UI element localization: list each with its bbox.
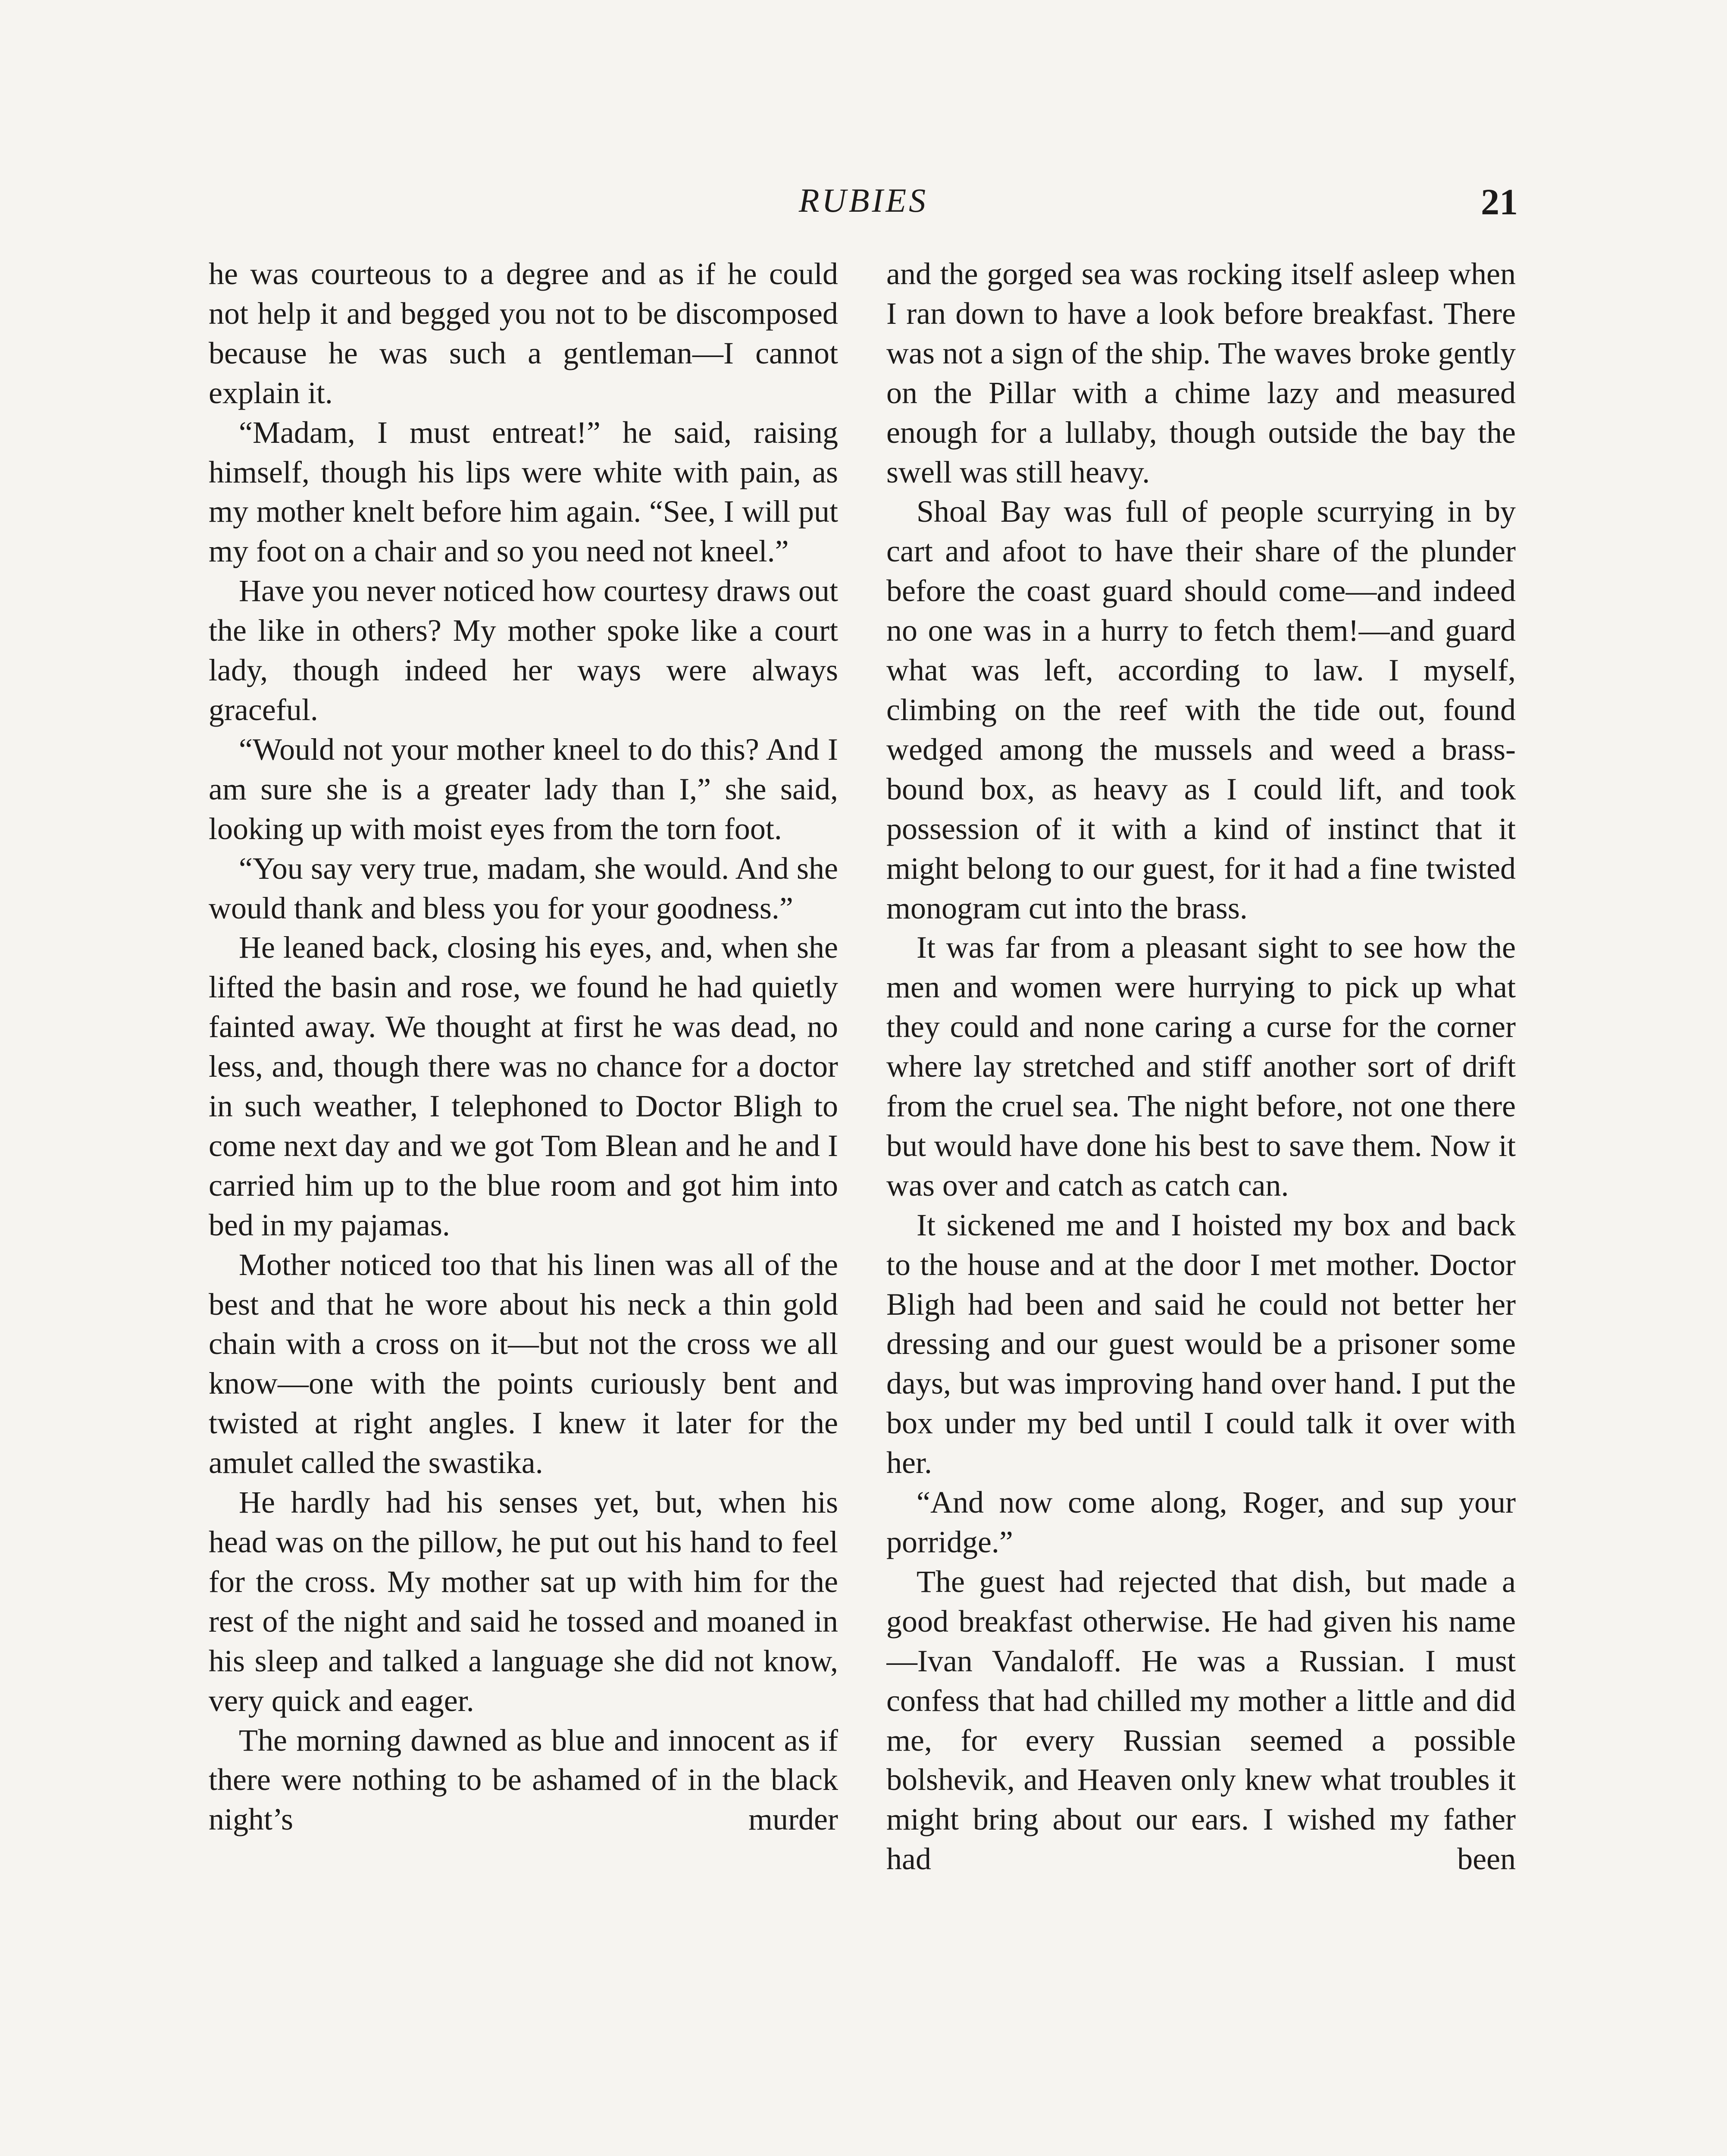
right-column <box>886 254 1516 2156</box>
paragraph: It was far from a pleasant sight to see how the men and women were hurrying to pick up what they could and none caring a curse for the corner where lay stretched and stiff another sort of drift from the cruel sea. The night before, not one there but would have done his best to save them. Now it was over and catch as catch can. <box>886 930 1516 1203</box>
paragraph: Have you never noticed how courtesy draws out the like in others? My mother spoke like a court lady, though indeed her ways were always graceful. <box>209 573 838 727</box>
paragraph: The guest had rejected that dish, but made a good breakfast otherwise. He had given his name—Ivan Vandaloff. He was a Russian. I must confess that had chilled my mother a little and did me, for every Russian seemed a possible bolshevik, and Heaven only knew what troubles it might bring about our ears. I wished my father had been <box>886 1564 1516 1877</box>
paragraph: and the gorged sea was rocking itself asleep when I ran down to have a look before breakfast. There was not a sign of the ship. The waves broke gently on the Pillar with a chime lazy and measured enough for a lullaby, though outside the bay the swell was still heavy. <box>886 257 1516 489</box>
paragraph: He hardly had his senses yet, but, when his head was on the pillow, he put out his hand to feel for the cross. My mother sat up with him for the rest of the night and said he tossed and moaned in his sleep and talked a language she did not know, very quick and eager. <box>209 1485 838 1718</box>
paragraph: It sickened me and I hoisted my box and back to the house and at the door I met mother. Doctor Bligh had been and said he could not better her dressing and our guest would be a prisoner some days, but was improving hand over hand. I put the box under my bed until I could talk it over with her. <box>886 1207 1516 1480</box>
running-title: RUBIES <box>798 182 929 219</box>
paragraph: “And now come along, Roger, and sup your porridge.” <box>886 1485 1516 1559</box>
paragraph: he was courteous to a degree and as if he could not help it and begged you not to be discomposed because he was such a gentleman—I cannot explain it. <box>209 257 838 410</box>
page-number: 21 <box>1481 181 1518 222</box>
paragraph: “Madam, I must entreat!” he said, raising himself, though his lips were white with pain, as my mother knelt before him again. “See, I will put my foot on a chair and so you need not kneel.” <box>209 415 838 569</box>
paragraph: The morning dawned as blue and innocent as if there were nothing to be ashamed of in the black night’s murder <box>209 1723 838 1837</box>
paragraph: “Would not your mother kneel to do this? And I am sure she is a greater lady than I,” she said, looking up with moist eyes from the torn foot. <box>209 732 838 846</box>
left-column <box>209 254 838 2156</box>
paragraph: He leaned back, closing his eyes, and, when she lifted the basin and rose, we found he had quietly fainted away. We thought at first he was dead, no less, and, though there was no chance for a doctor in such weather, I telephoned to Doctor Bligh to come next day and we got Tom Blean and he and I carried him up to the blue room and got him into bed in my pajamas. <box>209 930 838 1242</box>
paragraph: Shoal Bay was full of people scurrying in by cart and afoot to have their share of the plunder before the coast guard should come—and indeed no one was in a hurry to fetch them!—and guard what was left, according to law. I myself, climbing on the reef with the tide out, found wedged among the mussels and weed a brass-bound box, as heavy as I could lift, and took possession of it with a kind of instinct that it might belong to our guest, for it had a fine twisted monogram cut into the brass. <box>886 494 1516 925</box>
paragraph: Mother noticed too that his linen was all of the best and that he wore about his neck a thin gold chain with a cross on it—but not the cross we all know—one with the points curiously bent and twisted at right angles. I knew it later for the amulet called the swastika. <box>209 1247 838 1480</box>
paragraph: “You say very true, madam, she would. And she would thank and bless you for your goodness.” <box>209 851 838 925</box>
